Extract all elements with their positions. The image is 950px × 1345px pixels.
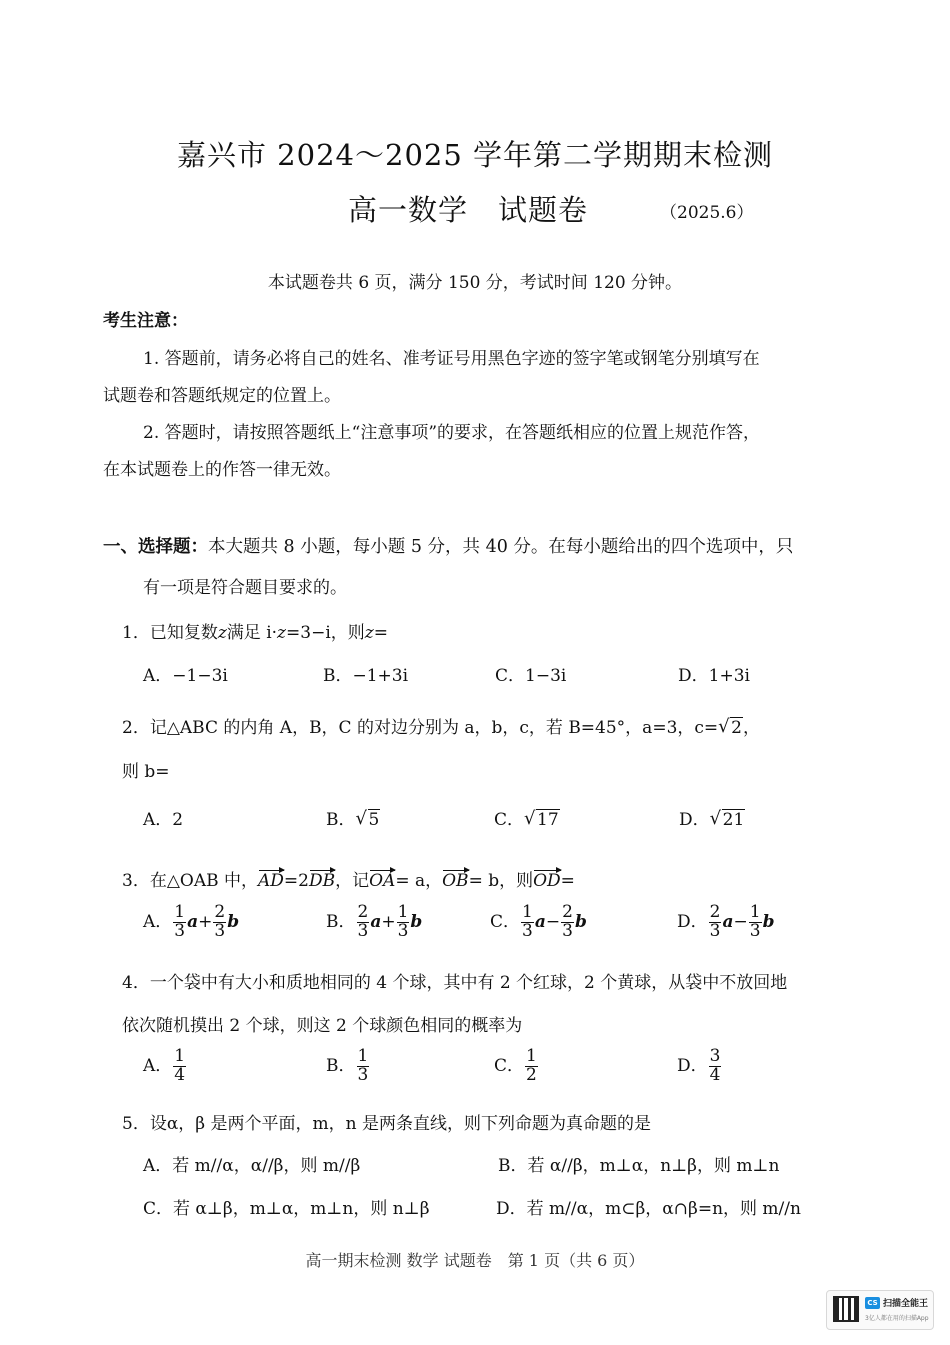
q3-stem-part: =: [560, 871, 575, 891]
numerator: 1: [397, 902, 409, 922]
footer-text: 高一期末检测 数学 试题卷 第 1 页（共 6 页）: [305, 1251, 645, 1270]
q3-option-b: [326, 904, 422, 941]
radicand: 2: [731, 718, 742, 738]
numerator: 2: [562, 902, 573, 922]
vector-b: b: [410, 911, 423, 932]
fraction: [213, 904, 226, 941]
fraction: [521, 904, 534, 941]
question-2-stem-line-2: 则 b=: [122, 762, 170, 782]
q2-option-a: A．2: [143, 810, 184, 830]
exam-title: 嘉兴市 2024～2025 学年第二学期期末检测: [176, 138, 774, 172]
section-1-desc-line-2: 有一项是符合题目要求的。: [143, 578, 347, 598]
q1-option-b: B．−1+3i: [323, 666, 409, 686]
numerator: 1: [357, 1046, 369, 1066]
exam-intro: 本试题卷共 6 页，满分 150 分，考试时间 120 分钟。: [267, 273, 683, 293]
denominator: 3: [357, 1064, 369, 1085]
q1-stem-part: =3−i，则: [286, 623, 365, 643]
fraction: [397, 904, 410, 941]
vector-b: b: [574, 911, 587, 932]
vector-b: b: [227, 911, 240, 932]
camscanner-logo-icon: CS: [865, 1297, 880, 1309]
q2-stem-part: ，: [742, 718, 760, 738]
question-4-stem-line-1: 4．一个袋中有大小和质地相同的 4 个球，其中有 2 个红球，2 个黄球，从袋中不放回地: [122, 973, 788, 993]
camscanner-name: 扫描全能王: [883, 1299, 929, 1309]
q5-option-a: A．若 m//α，α//β，则 m//β: [143, 1156, 361, 1176]
vector-ad: AD: [258, 871, 284, 891]
scanner-watermark-badge: [826, 1290, 934, 1330]
fraction: [525, 1048, 538, 1085]
q5-option-b: B．若 α//β，m⊥α，n⊥β，则 m⊥n: [498, 1156, 780, 1176]
var-z: z: [277, 623, 287, 643]
option-label: B．: [326, 810, 356, 830]
q3-stem-part: =2: [283, 871, 309, 891]
question-5-stem: 5．设α，β 是两个平面，m，n 是两条直线，则下列命题为真命题的是: [122, 1114, 651, 1134]
q5-option-d: D．若 m//α，m⊂β，α∩β=n，则 m//n: [496, 1199, 801, 1219]
denominator: 3: [357, 920, 369, 941]
denominator: 3: [522, 920, 533, 941]
notice-item-1-line-1: 1. 答题前，请务必将自己的姓名、准考证号用黑色字迹的签字笔或钢笔分别填写在: [143, 349, 760, 369]
numerator: 2: [214, 902, 226, 922]
fraction: [709, 1048, 722, 1085]
vector-a: a: [534, 911, 546, 932]
q3-option-a: [143, 904, 239, 941]
q5-option-c: C．若 α⊥β，m⊥α，m⊥n，则 n⊥β: [143, 1199, 430, 1219]
vector-b: b: [762, 911, 775, 932]
q4-option-a: [143, 1048, 187, 1085]
denominator: 3: [397, 920, 409, 941]
option-label: C．: [494, 1055, 525, 1076]
numerator: 2: [357, 902, 369, 922]
page-footer: [0, 1251, 950, 1270]
q3-stem-part: 3．在△OAB 中，: [122, 871, 258, 891]
q1-stem-part: 1．已知复数: [122, 623, 218, 643]
vector-db: DB: [308, 871, 336, 891]
q4-option-b: [326, 1048, 370, 1085]
numerator: 1: [526, 1046, 537, 1066]
notice-item-1-line-2: 试题卷和答题纸规定的位置上。: [103, 386, 341, 406]
denominator: 4: [174, 1064, 186, 1085]
fraction: [709, 904, 722, 941]
fraction: [749, 904, 762, 941]
option-label: A．: [143, 911, 173, 932]
sqrt-symbol: [356, 810, 381, 830]
denominator: 3: [562, 920, 573, 941]
q2-option-d: [679, 805, 745, 830]
operator: −: [545, 911, 561, 932]
section-1-label: 一、选择题：: [103, 537, 208, 557]
numerator: 1: [749, 902, 761, 922]
vector-a: a: [722, 911, 734, 932]
option-label: C．: [494, 810, 525, 830]
vector-oa: OA: [369, 871, 396, 891]
q1-stem-part: 满足 i·: [226, 623, 278, 643]
sqrt-symbol: [524, 810, 560, 830]
option-label: C．: [490, 911, 521, 932]
vector-od: OD: [533, 871, 561, 891]
radicand: 17: [537, 810, 559, 830]
option-label: B．: [326, 911, 356, 932]
numerator: 1: [174, 902, 186, 922]
q3-option-c: [490, 904, 587, 941]
denominator: 3: [174, 920, 186, 941]
q2-option-c: [494, 805, 560, 830]
fraction: [357, 904, 370, 941]
sqrt-symbol: [710, 810, 746, 830]
radicand: 5: [368, 810, 380, 830]
question-3-stem: [122, 866, 575, 891]
fraction: [173, 1048, 186, 1085]
denominator: 3: [709, 920, 721, 941]
notice-item-2-line-1: 2. 答题时，请按照答题纸上“注意事项”的要求，在答题纸相应的位置上规范作答，: [143, 423, 761, 443]
sqrt-symbol: [718, 718, 743, 738]
q3-stem-part: = a，: [395, 871, 443, 891]
option-label: A．: [143, 1055, 173, 1076]
operator: +: [198, 911, 213, 932]
q2-stem-part: 2．记△ABC 的内角 A，B，C 的对边分别为 a，b，c，若 B=45°，a=3，c=: [122, 718, 719, 738]
denominator: 3: [214, 920, 226, 941]
numerator: 1: [522, 902, 533, 922]
fraction: [173, 904, 186, 941]
numerator: 3: [709, 1046, 721, 1066]
q4-option-c: [494, 1048, 539, 1085]
option-label: D．: [679, 810, 710, 830]
option-label: B．: [326, 1055, 356, 1076]
question-4-stem-line-2: 依次随机摸出 2 个球，则这 2 个球颜色相同的概率为: [122, 1016, 523, 1036]
question-2-stem: [122, 713, 760, 738]
q1-option-a: A．−1−3i: [143, 666, 228, 686]
fraction: [561, 904, 574, 941]
exam-date: （2025.6）: [660, 203, 754, 223]
operator: −: [733, 911, 748, 932]
camscanner-tagline: 3亿人都在用的扫描App: [865, 1315, 929, 1322]
radicand: 21: [722, 810, 745, 830]
vector-ob: OB: [442, 871, 469, 891]
notice-item-2-line-2: 在本试题卷上的作答一律无效。: [103, 460, 341, 480]
q2-option-b: [326, 805, 380, 830]
numerator: 1: [174, 1046, 186, 1066]
q3-stem-part: ，记: [335, 871, 370, 891]
var-z: z: [364, 623, 374, 643]
exam-subtitle: 高一数学 试题卷: [348, 193, 589, 227]
question-1-stem: [122, 618, 388, 643]
vector-a: a: [187, 911, 199, 932]
q3-stem-part: = b，则: [468, 871, 534, 891]
option-label: D．: [677, 1055, 708, 1076]
denominator: 2: [526, 1064, 537, 1085]
q1-option-c: C．1−3i: [495, 666, 567, 686]
q4-option-d: [677, 1048, 722, 1085]
fraction: [357, 1048, 370, 1085]
q3-option-d: [677, 904, 774, 941]
section-1-desc-line-1: 本大题共 8 小题，每小题 5 分，共 40 分。在每小题给出的四个选项中，只: [208, 537, 794, 557]
notice-heading: 考生注意：: [103, 311, 188, 331]
q1-stem-part: =: [373, 623, 388, 643]
operator: +: [381, 911, 396, 932]
numerator: 2: [709, 902, 721, 922]
vector-a: a: [370, 911, 382, 932]
denominator: 3: [749, 920, 761, 941]
var-z: z: [217, 623, 227, 643]
denominator: 4: [709, 1064, 721, 1085]
q1-option-d: D．1+3i: [678, 666, 750, 686]
section-1-heading: [103, 533, 793, 558]
qr-code-icon: [833, 1296, 859, 1322]
option-label: D．: [677, 911, 708, 932]
